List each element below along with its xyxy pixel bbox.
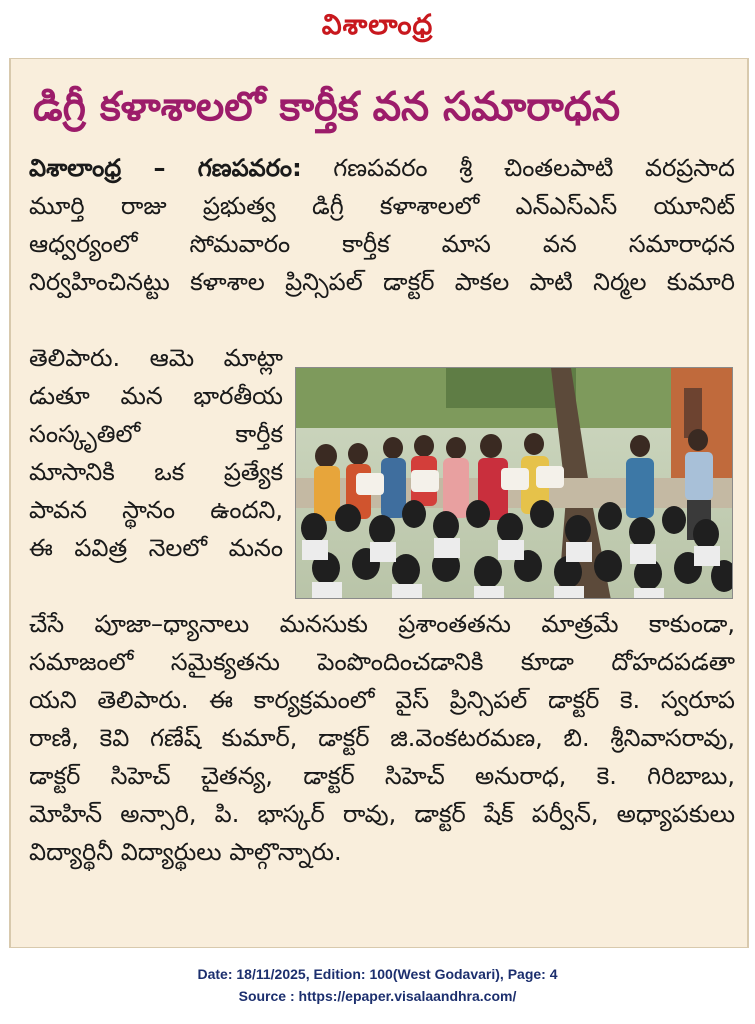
article-line: చేసే పూజా–ధ్యానాలు మనసుకు ప్రశాంతతను మాత్రమే కాకుండా,: [29, 610, 735, 638]
event-photo-illustration: [296, 368, 733, 599]
article-line: మోహిన్ అన్సారి, పి. భాస్కర్ రావు, డాక్టర్ షేక్ పర్వీన్, అధ్యాపకులు: [29, 800, 735, 828]
article-line-text: గణపవరం శ్రీ చింతలపాటి వరప్రసాద: [301, 154, 735, 182]
news-clipping: [9, 58, 749, 948]
article-line: యని తెలిపారు. ఈ కార్యక్రమంలో వైస్ ప్రిన్సిపల్ డాక్టర్ కె. స్వరూప: [29, 686, 735, 714]
masthead: [0, 0, 755, 52]
article-line: ఈ పవిత్ర నెలలో మనం: [29, 534, 283, 562]
source-info: Source : https://epaper.visalaandhra.com/: [238, 988, 517, 1004]
article-line: విద్యార్థినీ విద్యార్థులు పాల్గొన్నారు.: [29, 838, 342, 866]
article-paragraph-bottom: [29, 605, 735, 871]
article-line: నిర్వహించినట్టు కళాశాల ప్రిన్సిపల్ డాక్టర్ పాకల పాటి నిర్మల కుమారి: [29, 268, 735, 296]
article-line: ఆధ్వర్యంలో సోమవారం కార్తీక మాస వన సమారాధన: [29, 230, 735, 258]
article-line: రాణి, కెవి గణేష్ కుమార్, డాక్టర్ జి.వెంకటరమణ, బి. శ్రీనివాసరావు,: [29, 724, 735, 752]
edition-info: Date: 18/11/2025, Edition: 100(West Godavari), Page: 4: [197, 966, 558, 982]
article-line: సంస్కృతిలో కార్తీక: [29, 420, 283, 448]
article-line: మూర్తి రాజు ప్రభుత్వ డిగ్రీ కళాశాలలో ఎన్ఎస్ఎస్ యూనిట్: [29, 192, 735, 220]
article-line: పావన స్థానం ఉందని,: [29, 496, 283, 524]
article-line: మాసానికి ఒక ప్రత్యేక: [29, 458, 283, 486]
article-line: డుతూ మన భారతీయ: [29, 382, 283, 410]
article-line: [29, 149, 735, 187]
article-dateline: విశాలాంధ్ర – గణపవరం:: [29, 154, 302, 182]
article-line: సమాజంలో సమైక్యతను పెంపొందించడానికి కూడా దోహదపడతా: [29, 648, 735, 676]
article-line: డాక్టర్ సిహెచ్ చైతన్య, డాక్టర్ సిహెచ్ అనురాధ, కె. గిరిబాబు,: [29, 762, 735, 790]
newspaper-logo: విశాలాంధ్ర: [321, 8, 434, 41]
article-headline: డిగ్రీ కళాశాలలో కార్తీక వన సమారాధన: [33, 84, 621, 130]
article-paragraph-top: [29, 149, 735, 301]
event-photo: [295, 367, 733, 599]
article-line: తెలిపారు. ఆమె మాట్లా: [29, 344, 283, 372]
article-paragraph-left-column: [29, 339, 283, 567]
